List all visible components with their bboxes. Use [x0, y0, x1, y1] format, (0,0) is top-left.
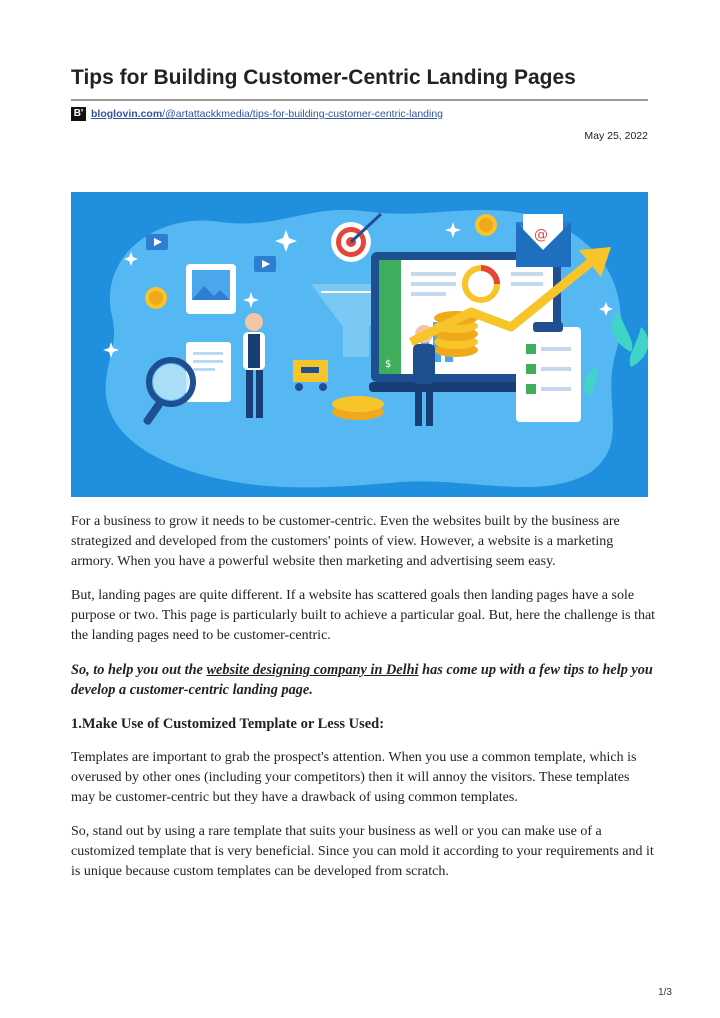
marketing-illustration: [71, 192, 648, 497]
paragraph-4: So, stand out by using a rare template that suits your business as well or you can make use of a customized template that is very beneficial. Since you can mold it according to your requirements and it is unique because custom templates can be developed from scratch.: [71, 824, 654, 879]
source-line: [71, 107, 443, 121]
section-heading-1: 1.Make Use of Customized Template or Less Used:: [71, 716, 385, 732]
lead-prefix: So, to help you out the: [71, 662, 207, 678]
source-path-link[interactable]: /@artattackkmedia/tips-for-building-customer-centric-landing: [162, 108, 444, 120]
title-divider: [71, 99, 648, 101]
email-at-symbol: @: [534, 227, 548, 243]
paragraph-2: But, landing pages are quite different. If a website has scattered goals then landing pages have a sole purpose or two. This page is particularly built to achieve a particular goal. But, here the challenge is that the landing pages need to be customer-centric.: [71, 588, 656, 643]
website-designing-link[interactable]: website designing company in Delhi: [206, 662, 419, 678]
bloglovin-logo-icon: B': [71, 107, 86, 121]
source-domain-link[interactable]: bloglovin.com: [91, 108, 163, 120]
hero-illustration: [71, 192, 648, 497]
lead-paragraph: [71, 660, 656, 700]
lead-suffix: has come up with a few tips to help you develop a customer-centric landing page.: [71, 662, 653, 698]
page-number: 1/3: [658, 987, 672, 998]
page-title: Tips for Building Customer-Centric Landing Pages: [71, 66, 576, 89]
publish-date: May 25, 2022: [584, 130, 648, 142]
paragraph-3: Templates are important to grab the prospect's attention. When you use a common template, which is overused by other ones (including your competitors) then it will annoy the visitors. These templates may be customer-centric but they have a drawback of using common templates.: [71, 750, 637, 805]
paragraph-1: For a business to grow it needs to be customer-centric. Even the websites built by the business are strategized and developed from the customers' points of view. However, a website is a marketing armory. When you have a powerful website then marketing and advertising seem easy.: [71, 514, 620, 569]
article-body: [71, 512, 656, 896]
monitor-dollar-text: $: [385, 359, 392, 370]
